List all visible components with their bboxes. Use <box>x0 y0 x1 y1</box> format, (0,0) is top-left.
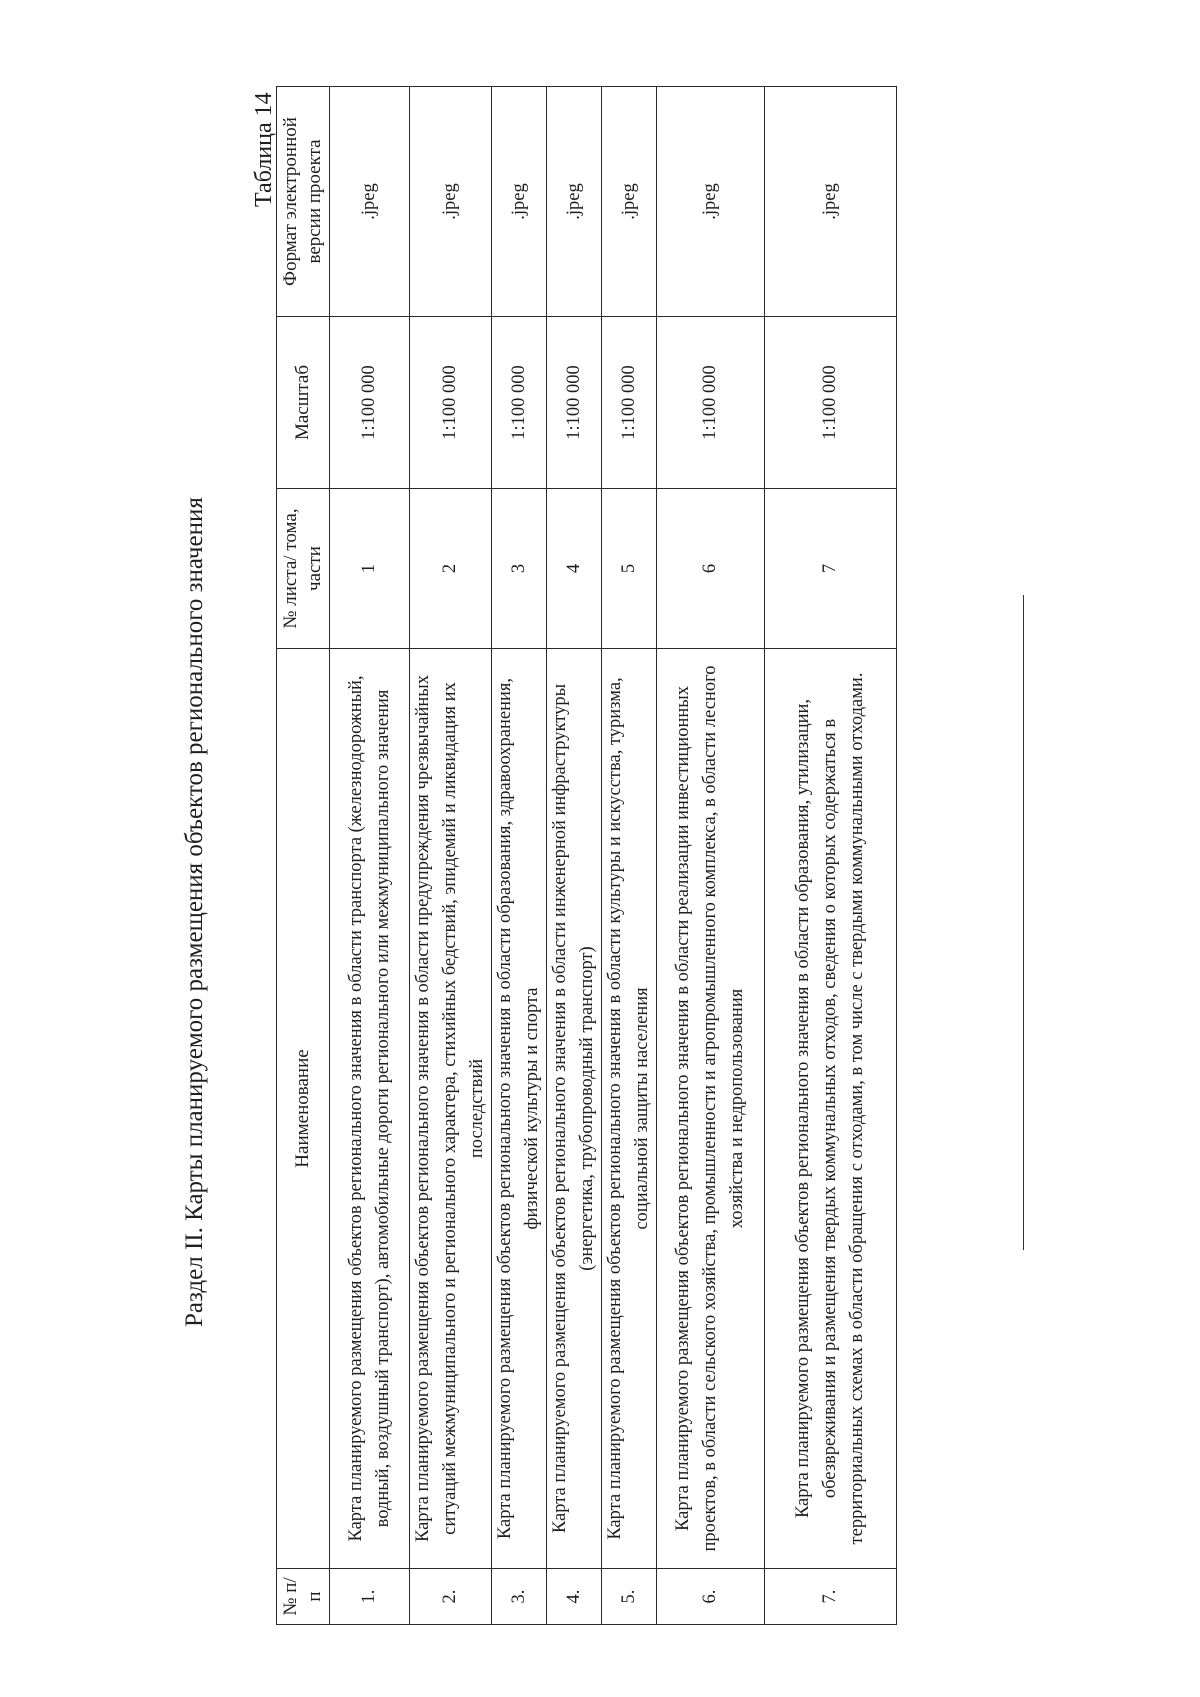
cell-scale: 1:100 000 <box>410 317 492 489</box>
cell-num: 6. <box>657 1569 765 1625</box>
cell-name: Карта планируемого размещения объектов регионального значения в области образования, здравоохранения, физической культуры и спорта <box>492 649 547 1569</box>
cell-sheet: 2 <box>410 489 492 649</box>
header-name: Наименование <box>277 649 330 1569</box>
cell-sheet: 3 <box>492 489 547 649</box>
cell-format: .jpeg <box>330 87 410 317</box>
cell-num: 2. <box>410 1569 492 1625</box>
cell-name: Карта планируемого размещения объектов регионального значения в области инженерной инфраструктуры (энергетика, трубопроводный транспорт) <box>547 649 602 1569</box>
header-scale: Масштаб <box>277 317 330 489</box>
cell-sheet: 6 <box>657 489 765 649</box>
cell-format: .jpeg <box>765 87 897 317</box>
cell-sheet: 5 <box>602 489 657 649</box>
cell-num: 1. <box>330 1569 410 1625</box>
section-title: Раздел II. Карты планируемого размещения объектов регионального значения <box>181 497 208 1327</box>
cell-format: .jpeg <box>602 87 657 317</box>
cell-scale: 1:100 000 <box>602 317 657 489</box>
table-row <box>492 87 547 1625</box>
cell-scale: 1:100 000 <box>492 317 547 489</box>
cell-format: .jpeg <box>547 87 602 317</box>
table-row <box>657 87 765 1625</box>
table-label: Таблица 14 <box>251 92 277 207</box>
table-row <box>547 87 602 1625</box>
cell-sheet: 7 <box>765 489 897 649</box>
table-row <box>410 87 492 1625</box>
cell-num: 7. <box>765 1569 897 1625</box>
cell-num: 3. <box>492 1569 547 1625</box>
cell-format: .jpeg <box>410 87 492 317</box>
cell-format: .jpeg <box>492 87 547 317</box>
cell-name: Карта планируемого размещения объектов регионального значения в области образования, утилизации, обезвреживания и размещения твердых коммунальных отходов, сведения о которых содержаться в территориальных схемах в области обращения с отходами, в том числе с твердыми коммунальными отходами. <box>765 649 897 1569</box>
header-sheet: № листа/ тома, части <box>277 489 330 649</box>
cell-sheet: 4 <box>547 489 602 649</box>
header-format: Формат электронной версии проекта <box>277 87 330 317</box>
maps-table <box>276 86 897 1625</box>
cell-scale: 1:100 000 <box>330 317 410 489</box>
bottom-divider-line <box>1023 595 1024 1250</box>
header-num: № п/п <box>277 1569 330 1625</box>
cell-name: Карта планируемого размещения объектов регионального значения в области предупреждения чрезвычайных ситуаций межмуниципального и регионального характера, стихийных бедствий, эпидемий и ликвидация их последствий <box>410 649 492 1569</box>
cell-scale: 1:100 000 <box>657 317 765 489</box>
cell-name: Карта планируемого размещения объектов регионального значения в области транспорта (железнодорожный, водный, воздушный транспорт), автомобильные дороги регионального или межмуниципального значения <box>330 649 410 1569</box>
cell-num: 4. <box>547 1569 602 1625</box>
table-row <box>602 87 657 1625</box>
cell-scale: 1:100 000 <box>765 317 897 489</box>
cell-name: Карта планируемого размещения объектов регионального значения в области культуры и искусства, туризма, социальной защиты населения <box>602 649 657 1569</box>
cell-name: Карта планируемого размещения объектов регионального значения в области реализации инвестиционных проектов, в области сельского хозяйства, промышленности и агропромышленного комплекса, в области лесного хозяйства и недропользования <box>657 649 765 1569</box>
cell-num: 5. <box>602 1569 657 1625</box>
cell-format: .jpeg <box>657 87 765 317</box>
table-row <box>330 87 410 1625</box>
cell-sheet: 1 <box>330 489 410 649</box>
cell-scale: 1:100 000 <box>547 317 602 489</box>
table-row <box>765 87 897 1625</box>
table-header-row <box>277 87 330 1625</box>
